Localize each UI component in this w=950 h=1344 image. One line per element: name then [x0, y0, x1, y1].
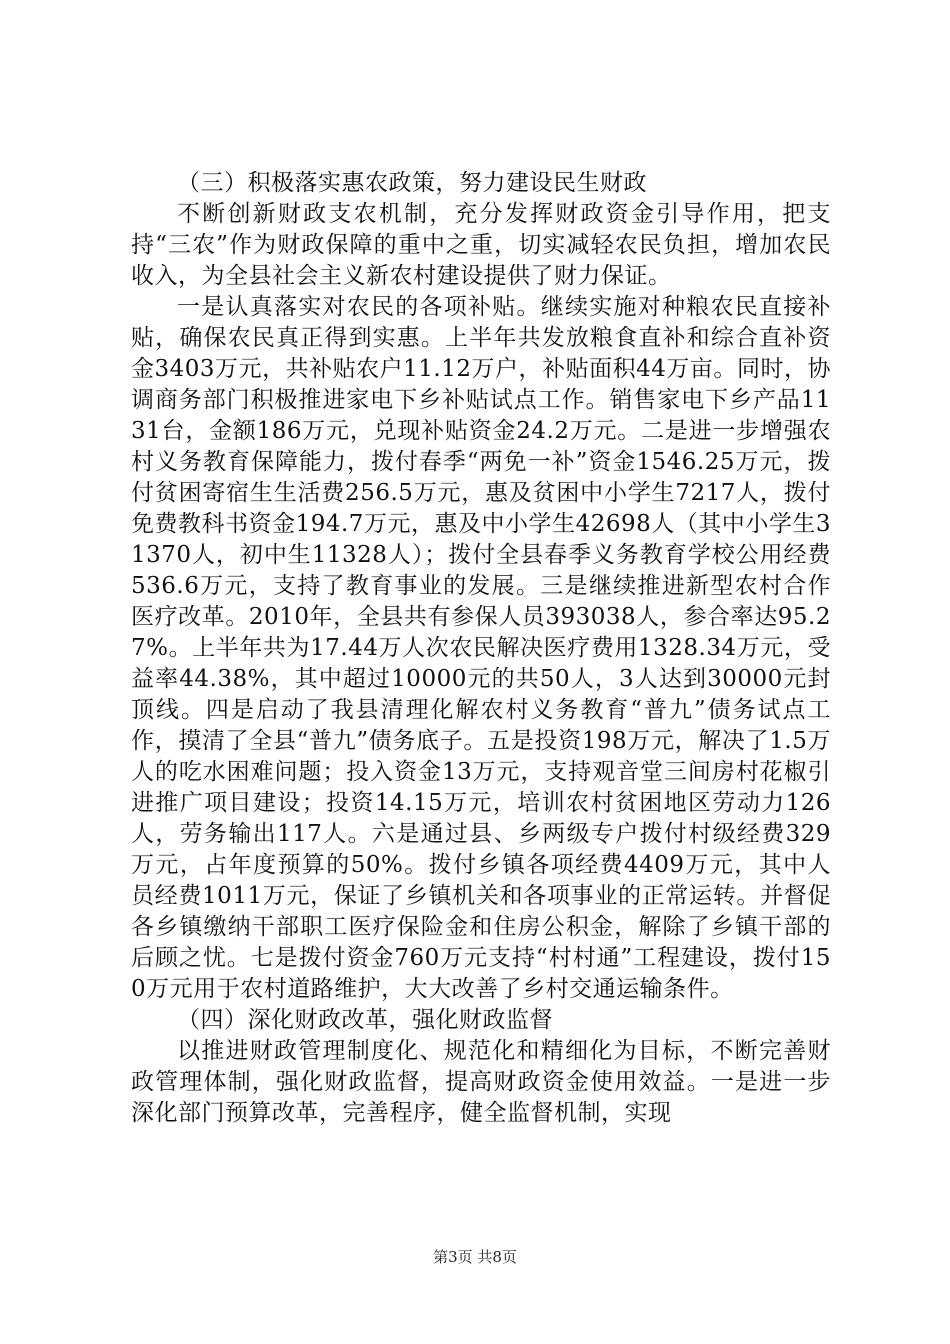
page-number-footer: 第3页 共8页	[433, 1248, 517, 1266]
section-3-intro-paragraph: 不断创新财政支农机制，充分发挥财政资金引导作用，把支持“三农”作为财政保障的重中之重，切实减轻农民负担，增加农民收入，为全县社会主义新农村建设提供了财力保证。	[131, 201, 831, 289]
document-body	[131, 168, 831, 1129]
section-heading-4: （四）深化财政改革，强化财政监督	[177, 1007, 553, 1033]
section-4-intro-paragraph: 以推进财政管理制度化、规范化和精细化为目标，不断完善财政管理体制，强化财政监督，提高财政资金使用效益。一是进一步深化部门预算改革，完善程序，健全监督机制，实现	[131, 1038, 831, 1126]
section-3-body-paragraph: 一是认真落实对农民的各项补贴。继续实施对种粮农民直接补贴，确保农民真正得到实惠。上半年共发放粮食直补和综合直补资金3403万元，共补贴农户11.12万户，补贴面积44万亩。同时，协调商务部门积极推进家电下乡补贴试点工作。销售家电下乡产品1131台，金额186万元，兑现补贴资金24.2万元。二是进一步增强农村义务教育保障能力，拨付春季“两免一补”资金1546.25万元，拨付贫困寄宿生生活费256.5万元，惠及贫困中小学生7217人，拨付免费教科书资金194.7万元，惠及中小学生42698人（其中小学生31370人，初中生11328人）；拨付全县春季义务教育学校公用经费536.6万元，支持了教育事业的发展。三是继续推进新型农村合作医疗改革。2010年，全县共有参保人员393038人，参合率达95.27%。上半年共为17.44万人次农民解决医疗费用1328.34万元，受益率44.38%，其中超过10000元的共50人，3人达到30000元封顶线。四是启动了我县清理化解农村义务教育“普九”债务试点工作，摸清了全县“普九”债务底子。五是投资198万元，解决了1.5万人的吃水困难问题；投入资金13万元，支持观音堂三间房村花椒引进推广项目建设；投资14.15万元，培训农村贫困地区劳动力126人，劳务输出117人。六是通过县、乡两级专户拨付村级经费329万元，占年度预算的50%。拨付乡镇各项经费4409万元，其中人员经费1011万元，保证了乡镇机关和各项事业的正常运转。并督促各乡镇缴纳干部职工医疗保险金和住房公积金，解除了乡镇干部的后顾之忧。七是拨付资金760万元支持“村村通”工程建设，拨付150万元用于农村道路维护，大大改善了乡村交通运输条件。	[131, 294, 831, 1002]
section-heading-3: （三）积极落实惠农政策，努力建设民生财政	[177, 170, 647, 196]
